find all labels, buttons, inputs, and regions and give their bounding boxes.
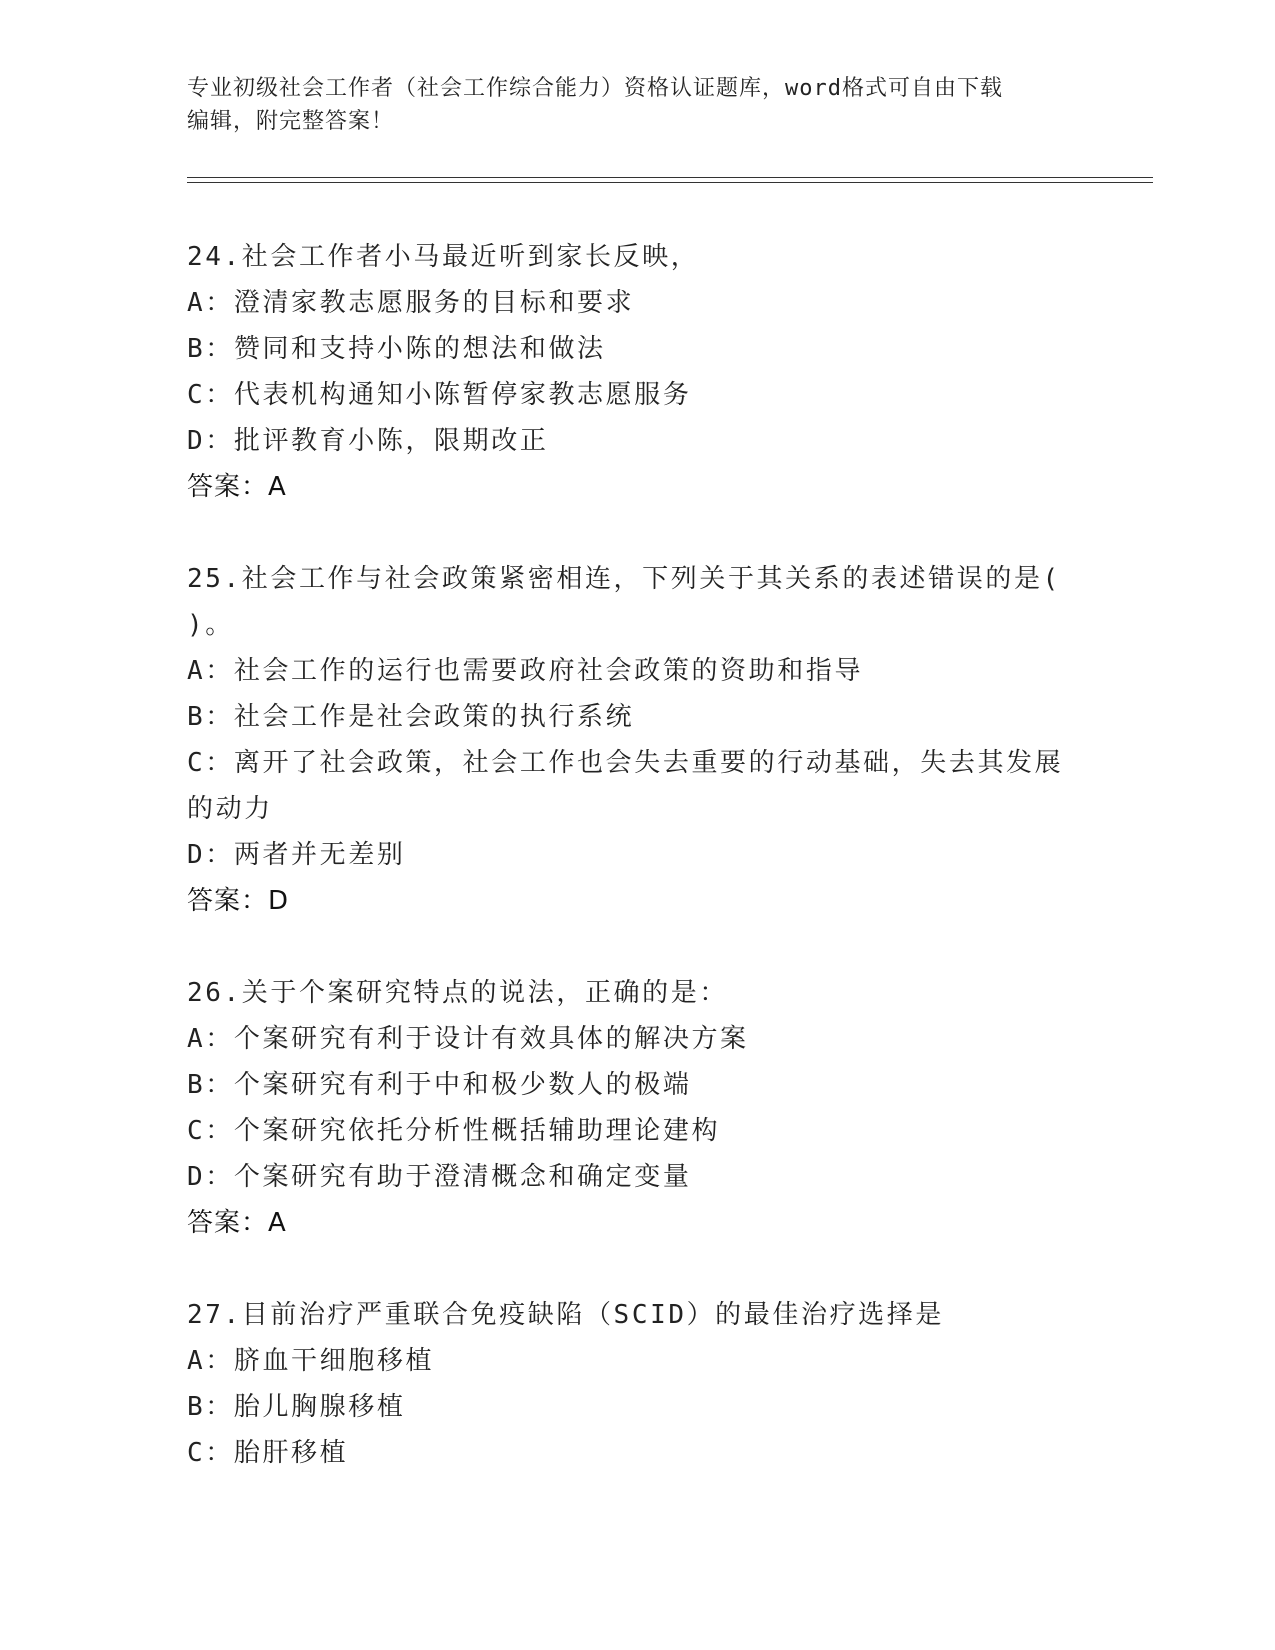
question-stem: 25.社会工作与社会政策紧密相连，下列关于其关系的表述错误的是(	[187, 564, 1061, 594]
header-divider-top	[187, 177, 1153, 178]
header-line-1: 专业初级社会工作者（社会工作综合能力）资格认证题库，word格式可自由下载	[187, 76, 1003, 101]
answer-key: 答案：D	[187, 886, 290, 916]
question-list	[187, 234, 1087, 1522]
question-stem: 26.关于个案研究特点的说法，正确的是：	[187, 978, 728, 1008]
question-stem: 24.社会工作者小马最近听到家长反映，	[187, 242, 700, 272]
answer-option: A：社会工作的运行也需要政府社会政策的资助和指导	[187, 656, 864, 686]
question-stem: 27.目前治疗严重联合免疫缺陷（SCID）的最佳治疗选择是	[187, 1300, 944, 1330]
question-item	[187, 970, 1087, 1246]
answer-option: C：个案研究依托分析性概括辅助理论建构	[187, 1116, 721, 1146]
document-header	[187, 72, 1067, 138]
answer-option: B：个案研究有利于中和极少数人的极端	[187, 1070, 692, 1100]
answer-key: 答案：A	[187, 472, 287, 502]
answer-option: D：两者并无差别	[187, 840, 406, 870]
answer-option: C：离开了社会政策，社会工作也会失去重要的行动基础，失去其发展	[187, 748, 1064, 778]
answer-option: A：脐血干细胞移植	[187, 1346, 435, 1376]
answer-option: A：个案研究有利于设计有效具体的解决方案	[187, 1024, 749, 1054]
answer-option: B：胎儿胸腺移植	[187, 1392, 406, 1422]
answer-key: 答案：A	[187, 1208, 287, 1238]
answer-option: C：代表机构通知小陈暂停家教志愿服务	[187, 380, 692, 410]
answer-option: 的动力	[187, 794, 273, 824]
question-item	[187, 556, 1087, 924]
header-line-2: 编辑，附完整答案！	[187, 109, 395, 134]
question-stem: )。	[187, 610, 234, 640]
answer-option: B：社会工作是社会政策的执行系统	[187, 702, 635, 732]
answer-option: B：赞同和支持小陈的想法和做法	[187, 334, 606, 364]
header-divider-bottom	[187, 182, 1153, 183]
question-item	[187, 1292, 1087, 1476]
answer-option: D：批评教育小陈，限期改正	[187, 426, 549, 456]
answer-option: C：胎肝移植	[187, 1438, 349, 1468]
answer-option: A：澄清家教志愿服务的目标和要求	[187, 288, 635, 318]
question-item	[187, 234, 1087, 510]
answer-option: D：个案研究有助于澄清概念和确定变量	[187, 1162, 692, 1192]
